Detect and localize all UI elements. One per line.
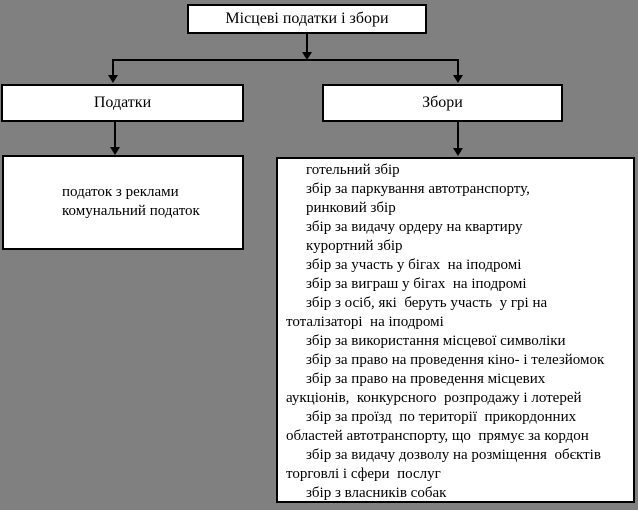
fee-list-line: збір з осіб, які беруть участь у грі на (306, 295, 548, 311)
fee-list-line: аукціонів, конкурсного розпродажу і лотерей (286, 390, 582, 406)
fee-list-line: збір за використання місцевої символіки (306, 333, 566, 349)
arrowhead-down-icon (110, 147, 120, 155)
tax-list-item: податок з реклами (62, 184, 179, 200)
taxes-list-box (2, 155, 244, 250)
fees-list-box (276, 157, 635, 503)
fee-list-line: тоталізаторі на іподромі (286, 314, 444, 330)
fee-list-line: збір за видачу ордеру на квартиру (306, 219, 523, 235)
arrowhead-down-icon (108, 75, 118, 83)
fees-node-box (322, 84, 563, 122)
fee-list-line: збір за паркування автотранспорту, (306, 181, 530, 197)
fee-list-line: збір за виграш у бігах на іподромі (306, 276, 527, 292)
fee-list-line: збір з власників собак (306, 485, 447, 501)
fee-list-line: ринковий збір (306, 200, 396, 216)
fee-list-line: збір за видачу дозволу на розміщення обєктів (306, 447, 601, 463)
fee-list-line: збір за проїзд по території прикордонних (306, 409, 577, 425)
fee-list-line: курортний збір (306, 238, 403, 254)
arrowhead-down-icon (453, 75, 463, 83)
fee-list-line: збір за право на проведення кіно- і телезйомок (306, 352, 605, 368)
root-node-label: Місцеві податки і збори (225, 10, 389, 27)
connector-taxes-to-list (114, 121, 116, 149)
connector-horizontal (112, 59, 459, 61)
taxes-node-box (1, 84, 244, 122)
arrowhead-down-icon (453, 148, 463, 156)
fee-list-line: готельний збір (306, 162, 400, 178)
root-node-box (187, 4, 427, 34)
connector-fees-to-list (457, 120, 459, 150)
fee-list-line: торговлі і сфери послуг (286, 466, 441, 482)
fee-list-line: областей автотранспорту, що прямує за кордон (286, 428, 589, 444)
fees-node-label: Збори (422, 94, 463, 111)
tax-list-item: комунальний податок (62, 203, 200, 219)
taxes-node-label: Податки (93, 94, 152, 111)
fee-list-line: збір за участь у бігах на іподромі (306, 257, 522, 273)
fee-list-line: збір за право на проведення місцевих (306, 371, 546, 387)
connector-root-vertical (306, 34, 308, 54)
